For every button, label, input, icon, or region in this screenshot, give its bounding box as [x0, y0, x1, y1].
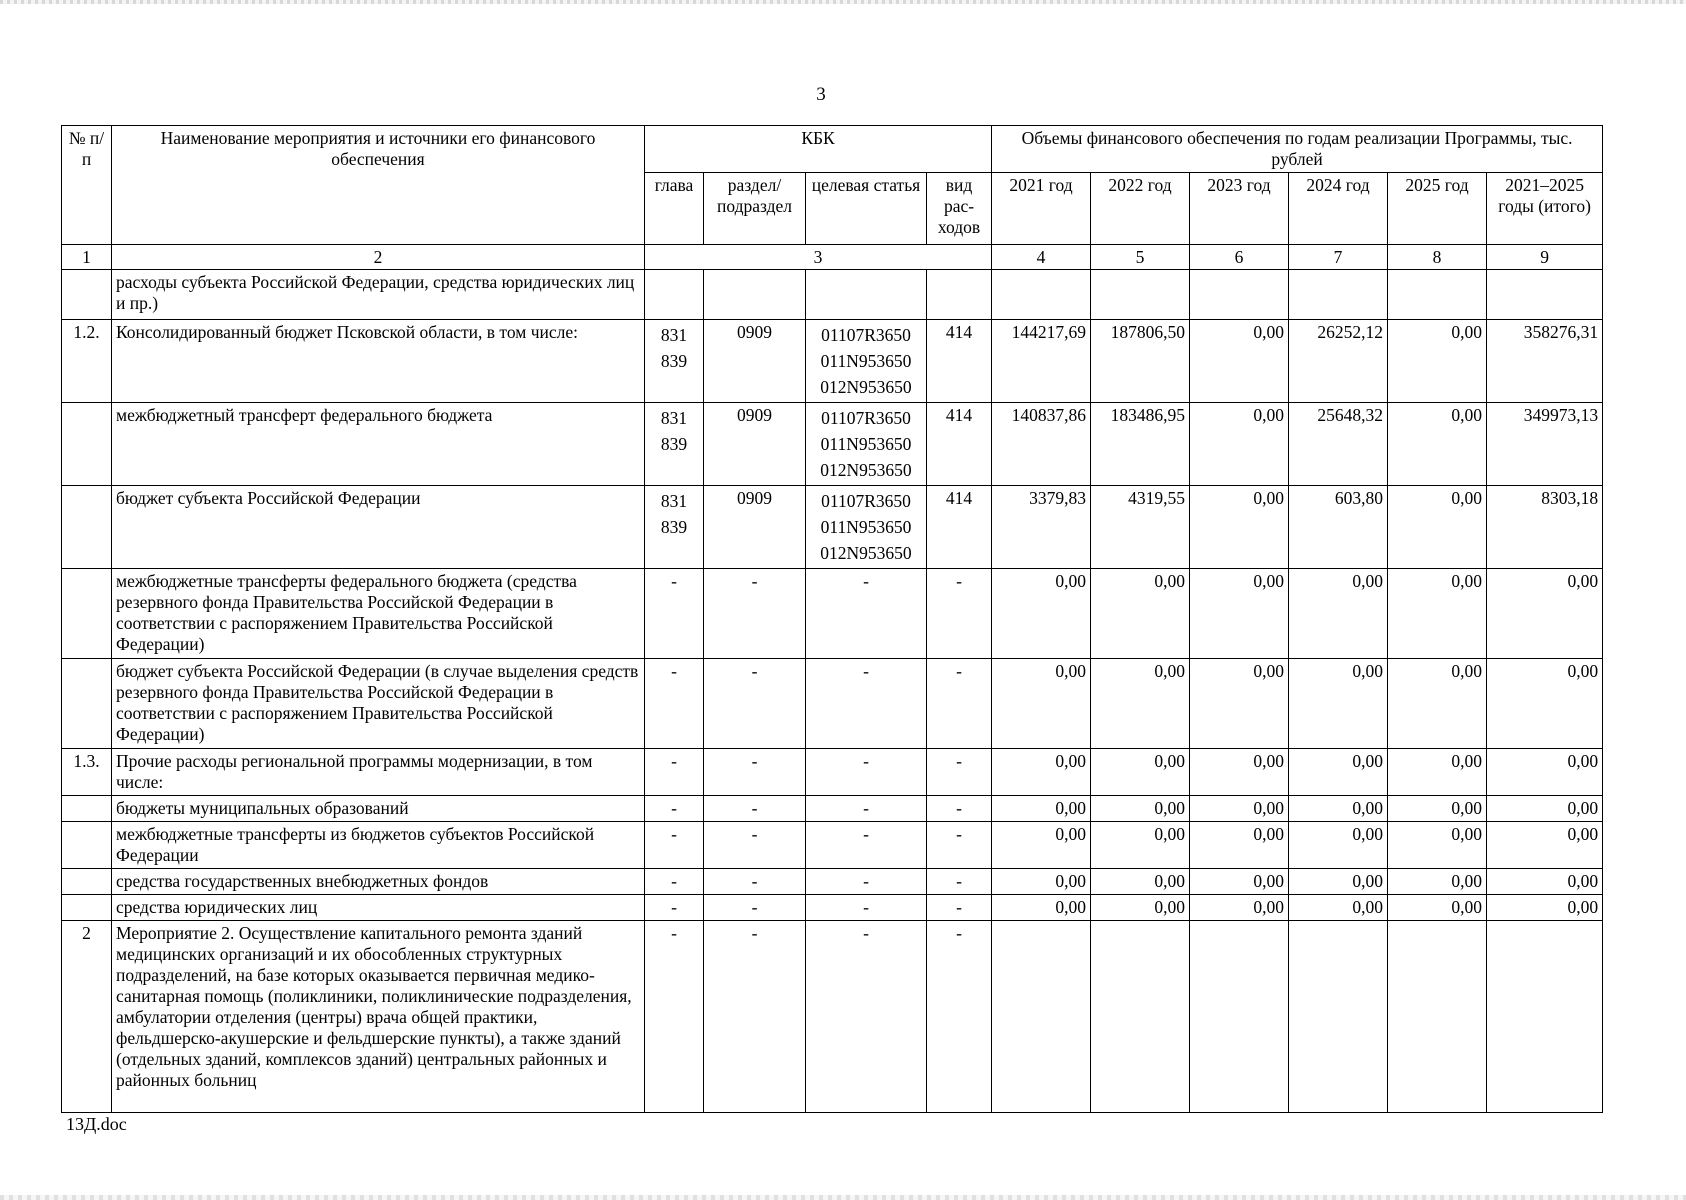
- cell-2025: 0,00: [1388, 486, 1487, 569]
- header-kbk: КБК: [645, 126, 992, 173]
- cell-total: [1487, 270, 1603, 320]
- cell-statya-line: 011N953650: [820, 434, 912, 454]
- cell-2024: [1289, 921, 1388, 1113]
- cell-glava-line: 831: [660, 325, 688, 345]
- table-row: [62, 796, 1603, 822]
- cell-total: 0,00: [1487, 895, 1603, 921]
- cell-2024: 25648,32: [1289, 403, 1388, 486]
- col-number: 8: [1388, 245, 1487, 270]
- cell-2022: 0,00: [1091, 895, 1190, 921]
- cell-razdel: 0909: [704, 320, 806, 403]
- cell-glava: -: [645, 796, 704, 822]
- cell-vid: -: [927, 659, 992, 749]
- cell-statya-line: 012N953650: [820, 460, 912, 480]
- table-row: [62, 822, 1603, 869]
- cell-name: Мероприятие 2. Осуществление капитального ремонта зданий медицинских организаций и их обособленных структурных подразделений, на базе которых оказывается первичная медико-санитарная помощь (поликлиники, поликлинические подразделения, амбулатории отделения (центры) врача общей практики, фельдшерско-акушерские и фельдшерские пункты), а также зданий (отдельных зданий, комплексов зданий) центральных районных и районных больниц: [112, 921, 645, 1113]
- cell-glava: [645, 403, 704, 486]
- cell-statya-line: 01107R3650: [821, 408, 911, 428]
- table-row: [62, 270, 1603, 320]
- header-num: № п/п: [62, 126, 112, 245]
- header-2023: 2023 год: [1190, 173, 1289, 245]
- cell-2024: 0,00: [1289, 659, 1388, 749]
- cell-vid: -: [927, 921, 992, 1113]
- cell-2021: 0,00: [992, 869, 1091, 895]
- table-row: [62, 403, 1603, 486]
- header-volumes: Объемы финансового обеспечения по годам реализации Программы, тыс. рублей: [992, 126, 1603, 173]
- cell-2025: 0,00: [1388, 749, 1487, 796]
- header-total: 2021–2025 годы (итого): [1487, 173, 1603, 245]
- cell-glava: [645, 486, 704, 569]
- cell-glava: -: [645, 659, 704, 749]
- cell-vid: -: [927, 749, 992, 796]
- cell-2025: 0,00: [1388, 796, 1487, 822]
- cell-num: 2: [62, 921, 112, 1113]
- col-number: 1: [62, 245, 112, 270]
- cell-total: 8303,18: [1487, 486, 1603, 569]
- cell-name: расходы субъекта Российской Федерации, средства юридических лиц и пр.): [112, 270, 645, 320]
- cell-2022: 0,00: [1091, 749, 1190, 796]
- col-number: 3: [645, 245, 992, 270]
- cell-statya: [806, 320, 927, 403]
- header-row-1: [62, 126, 1603, 173]
- cell-razdel: -: [704, 869, 806, 895]
- col-number: 4: [992, 245, 1091, 270]
- cell-2025: 0,00: [1388, 869, 1487, 895]
- header-glava: глава: [645, 173, 704, 245]
- cell-2021: 3379,83: [992, 486, 1091, 569]
- cell-statya-line: 011N953650: [820, 351, 912, 371]
- cell-glava-line: 831: [660, 408, 688, 428]
- cell-2021: 0,00: [992, 659, 1091, 749]
- cell-total: 358276,31: [1487, 320, 1603, 403]
- cell-glava-line: 839: [660, 351, 688, 371]
- cell-razdel: -: [704, 796, 806, 822]
- header-2021: 2021 год: [992, 173, 1091, 245]
- cell-statya: [806, 270, 927, 320]
- cell-num: 1.2.: [62, 320, 112, 403]
- cell-num: [62, 403, 112, 486]
- cell-2021: 0,00: [992, 822, 1091, 869]
- cell-2022: 187806,50: [1091, 320, 1190, 403]
- cell-statya: -: [806, 869, 927, 895]
- cell-statya-line: 012N953650: [820, 543, 912, 563]
- cell-statya-line: 01107R3650: [821, 325, 911, 345]
- cell-2022: 4319,55: [1091, 486, 1190, 569]
- cell-num: 1.3.: [62, 749, 112, 796]
- cell-vid: -: [927, 895, 992, 921]
- cell-2021: 0,00: [992, 796, 1091, 822]
- cell-2024: [1289, 270, 1388, 320]
- cell-2024: 0,00: [1289, 895, 1388, 921]
- cell-statya-line: 012N953650: [820, 377, 912, 397]
- cell-razdel: 0909: [704, 403, 806, 486]
- cell-2024: 603,80: [1289, 486, 1388, 569]
- cell-2023: 0,00: [1190, 659, 1289, 749]
- cell-total: 0,00: [1487, 796, 1603, 822]
- cell-2022: 0,00: [1091, 869, 1190, 895]
- table-row: [62, 659, 1603, 749]
- cell-num: [62, 270, 112, 320]
- cell-vid: -: [927, 796, 992, 822]
- cell-2025: 0,00: [1388, 659, 1487, 749]
- cell-statya-line: 011N953650: [820, 517, 912, 537]
- cell-glava: [645, 270, 704, 320]
- cell-glava: -: [645, 822, 704, 869]
- cell-2022: [1091, 270, 1190, 320]
- cell-name: межбюджетные трансферты из бюджетов субъектов Российской Федерации: [112, 822, 645, 869]
- column-number-row: [62, 245, 1603, 270]
- cell-name: Прочие расходы региональной программы модернизации, в том числе:: [112, 749, 645, 796]
- cell-name: бюджет субъекта Российской Федерации: [112, 486, 645, 569]
- cell-2023: 0,00: [1190, 869, 1289, 895]
- cell-2022: 0,00: [1091, 822, 1190, 869]
- cell-2021: [992, 270, 1091, 320]
- cell-2025: [1388, 270, 1487, 320]
- cell-vid: -: [927, 569, 992, 659]
- cell-statya: -: [806, 569, 927, 659]
- cell-name: бюджет субъекта Российской Федерации (в случае выделения средств резервного фонда Правительства Российской Федерации в соответствии с распоряжением Правительства Российской Федерации): [112, 659, 645, 749]
- cell-2024: 0,00: [1289, 822, 1388, 869]
- cell-2025: 0,00: [1388, 895, 1487, 921]
- cell-vid: 414: [927, 403, 992, 486]
- cell-razdel: -: [704, 569, 806, 659]
- table-row: [62, 486, 1603, 569]
- table-row: [62, 749, 1603, 796]
- cell-glava-line: 831: [660, 491, 688, 511]
- cell-razdel: -: [704, 659, 806, 749]
- cell-name: средства юридических лиц: [112, 895, 645, 921]
- header-statya: целевая статья: [806, 173, 927, 245]
- cell-2022: 183486,95: [1091, 403, 1190, 486]
- cell-glava: -: [645, 869, 704, 895]
- cell-total: 0,00: [1487, 659, 1603, 749]
- cell-statya: -: [806, 822, 927, 869]
- cell-2023: 0,00: [1190, 822, 1289, 869]
- cell-total: 349973,13: [1487, 403, 1603, 486]
- table-row: [62, 895, 1603, 921]
- cell-2022: 0,00: [1091, 569, 1190, 659]
- cell-statya-line: 01107R3650: [821, 491, 911, 511]
- col-number: 7: [1289, 245, 1388, 270]
- cell-razdel: -: [704, 749, 806, 796]
- cell-vid: -: [927, 822, 992, 869]
- cell-2021: 0,00: [992, 895, 1091, 921]
- cell-2021: 0,00: [992, 569, 1091, 659]
- table-row: [62, 921, 1603, 1113]
- cell-glava: -: [645, 569, 704, 659]
- cell-statya: -: [806, 895, 927, 921]
- cell-2024: 0,00: [1289, 569, 1388, 659]
- cell-2023: 0,00: [1190, 403, 1289, 486]
- scan-edge-bottom: [0, 1195, 1686, 1200]
- header-razdel: раздел/ подраздел: [704, 173, 806, 245]
- footer-filename: 13Д.doc: [66, 1114, 127, 1134]
- cell-2025: [1388, 921, 1487, 1113]
- cell-statya: [806, 403, 927, 486]
- cell-num: [62, 486, 112, 569]
- cell-2023: 0,00: [1190, 895, 1289, 921]
- cell-glava: -: [645, 921, 704, 1113]
- cell-vid: [927, 270, 992, 320]
- header-2025: 2025 год: [1388, 173, 1487, 245]
- cell-total: 0,00: [1487, 569, 1603, 659]
- col-number: 5: [1091, 245, 1190, 270]
- cell-statya: -: [806, 659, 927, 749]
- financing-table: [61, 125, 1603, 1113]
- cell-2025: 0,00: [1388, 822, 1487, 869]
- cell-num: [62, 659, 112, 749]
- cell-num: [62, 869, 112, 895]
- cell-2025: 0,00: [1388, 320, 1487, 403]
- cell-total: 0,00: [1487, 822, 1603, 869]
- cell-2021: 144217,69: [992, 320, 1091, 403]
- cell-2022: 0,00: [1091, 659, 1190, 749]
- table-body: [62, 270, 1603, 1113]
- cell-2025: 0,00: [1388, 403, 1487, 486]
- cell-2023: [1190, 921, 1289, 1113]
- cell-vid: 414: [927, 320, 992, 403]
- cell-vid: 414: [927, 486, 992, 569]
- cell-2023: 0,00: [1190, 320, 1289, 403]
- col-number: 2: [112, 245, 645, 270]
- cell-2021: 140837,86: [992, 403, 1091, 486]
- cell-2021: [992, 921, 1091, 1113]
- cell-num: [62, 822, 112, 869]
- cell-glava-line: 839: [660, 517, 688, 537]
- cell-razdel: -: [704, 921, 806, 1113]
- cell-num: [62, 796, 112, 822]
- cell-razdel: [704, 270, 806, 320]
- header-2022: 2022 год: [1091, 173, 1190, 245]
- cell-name: межбюджетные трансферты федерального бюджета (средства резервного фонда Правительства Российской Федерации в соответствии с распоряжением Правительства Российской Федерации): [112, 569, 645, 659]
- cell-total: [1487, 921, 1603, 1113]
- cell-vid: -: [927, 869, 992, 895]
- header-vid: вид рас-ходов: [927, 173, 992, 245]
- cell-2023: 0,00: [1190, 569, 1289, 659]
- cell-2024: 0,00: [1289, 796, 1388, 822]
- cell-2024: 26252,12: [1289, 320, 1388, 403]
- cell-2025: 0,00: [1388, 569, 1487, 659]
- cell-2023: 0,00: [1190, 749, 1289, 796]
- cell-num: [62, 569, 112, 659]
- cell-statya: -: [806, 796, 927, 822]
- page-number: 3: [816, 84, 826, 105]
- cell-razdel: 0909: [704, 486, 806, 569]
- cell-name: межбюджетный трансферт федерального бюджета: [112, 403, 645, 486]
- cell-glava: -: [645, 749, 704, 796]
- cell-glava-line: 839: [660, 434, 688, 454]
- cell-statya: -: [806, 921, 927, 1113]
- table-row: [62, 569, 1603, 659]
- table-row: [62, 320, 1603, 403]
- cell-2022: [1091, 921, 1190, 1113]
- scan-edge-top: [0, 0, 1686, 4]
- cell-2023: 0,00: [1190, 486, 1289, 569]
- cell-razdel: -: [704, 895, 806, 921]
- cell-2023: 0,00: [1190, 796, 1289, 822]
- cell-2021: 0,00: [992, 749, 1091, 796]
- header-2024: 2024 год: [1289, 173, 1388, 245]
- cell-2024: 0,00: [1289, 869, 1388, 895]
- table-row: [62, 869, 1603, 895]
- cell-2022: 0,00: [1091, 796, 1190, 822]
- cell-name: Консолидированный бюджет Псковской области, в том числе:: [112, 320, 645, 403]
- col-number: 9: [1487, 245, 1603, 270]
- header-name: Наименование мероприятия и источники его финансового обеспечения: [112, 126, 645, 245]
- cell-2023: [1190, 270, 1289, 320]
- cell-glava: [645, 320, 704, 403]
- cell-statya: [806, 486, 927, 569]
- cell-statya: -: [806, 749, 927, 796]
- cell-total: 0,00: [1487, 749, 1603, 796]
- col-number: 6: [1190, 245, 1289, 270]
- cell-razdel: -: [704, 822, 806, 869]
- cell-name: средства государственных внебюджетных фондов: [112, 869, 645, 895]
- cell-2024: 0,00: [1289, 749, 1388, 796]
- cell-name: бюджеты муниципальных образований: [112, 796, 645, 822]
- cell-total: 0,00: [1487, 869, 1603, 895]
- cell-num: [62, 895, 112, 921]
- cell-glava: -: [645, 895, 704, 921]
